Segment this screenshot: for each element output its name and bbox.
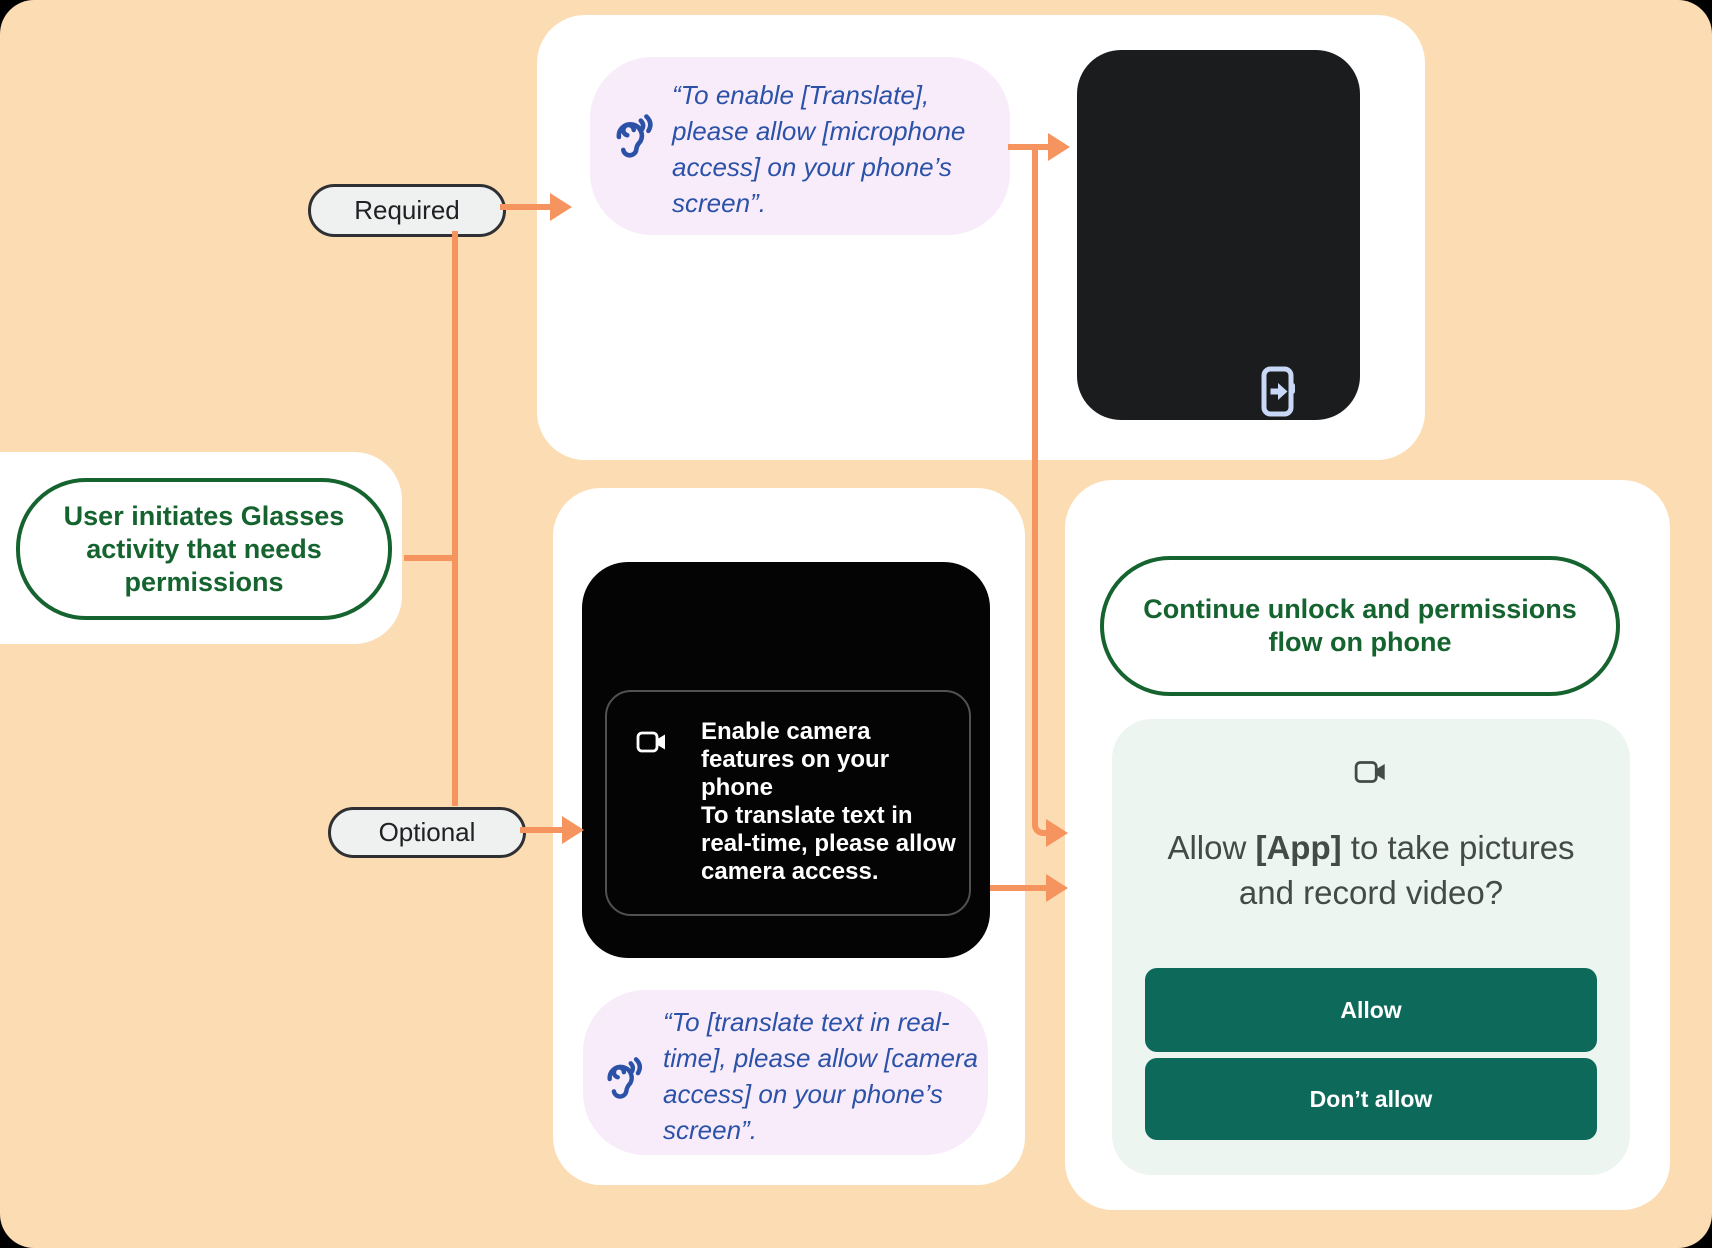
required-flow-card bbox=[537, 15, 1425, 460]
glasses-message-body: To translate text in real-time, please allow camera access. bbox=[701, 802, 956, 885]
allow-button[interactable]: Allow bbox=[1145, 968, 1597, 1052]
video-camera-icon bbox=[1354, 757, 1390, 792]
continue-node-pill bbox=[1100, 556, 1620, 696]
phone-permission-dialog bbox=[1112, 719, 1630, 1175]
start-node-pill bbox=[16, 478, 392, 620]
question-prefix: Allow bbox=[1167, 829, 1256, 866]
video-camera-icon bbox=[636, 728, 670, 761]
question-suffix: to take pictures and record video? bbox=[1238, 829, 1575, 911]
dont-allow-button[interactable]: Don’t allow bbox=[1145, 1058, 1597, 1140]
camera-voice-prompt-bubble bbox=[583, 990, 988, 1155]
start-node-label: User initiates Glasses activity that needs permissions bbox=[63, 500, 345, 597]
optional-flow-card bbox=[553, 488, 1025, 1185]
mic-voice-prompt-text: “To enable [Translate], please allow [microphone access] on your phone’s screen”. bbox=[672, 80, 966, 218]
listening-ear-icon bbox=[612, 113, 664, 166]
glasses-message-title: Enable camera features on your phone bbox=[701, 718, 890, 801]
mic-voice-prompt-bubble bbox=[590, 57, 1010, 235]
optional-branch-label: Optional bbox=[378, 817, 476, 847]
permission-question bbox=[1112, 825, 1630, 915]
start-node-card bbox=[0, 452, 402, 644]
glasses-message-frame bbox=[605, 690, 971, 916]
optional-branch-pill bbox=[328, 807, 526, 858]
camera-voice-prompt-text: “To [translate text in real-time], please allow [camera access] on your phone’s screen”. bbox=[663, 1007, 979, 1145]
phone-flow-card bbox=[1065, 480, 1670, 1210]
glasses-display-blank bbox=[1077, 50, 1360, 420]
glasses-display-camera bbox=[582, 562, 990, 958]
required-branch-pill bbox=[308, 184, 506, 237]
required-branch-label: Required bbox=[354, 195, 460, 225]
listening-ear-icon bbox=[603, 1056, 653, 1107]
question-app-placeholder: [App] bbox=[1255, 829, 1342, 866]
send-to-phone-icon bbox=[1261, 366, 1297, 423]
continue-node-label: Continue unlock and permissions flow on phone bbox=[1143, 594, 1577, 657]
